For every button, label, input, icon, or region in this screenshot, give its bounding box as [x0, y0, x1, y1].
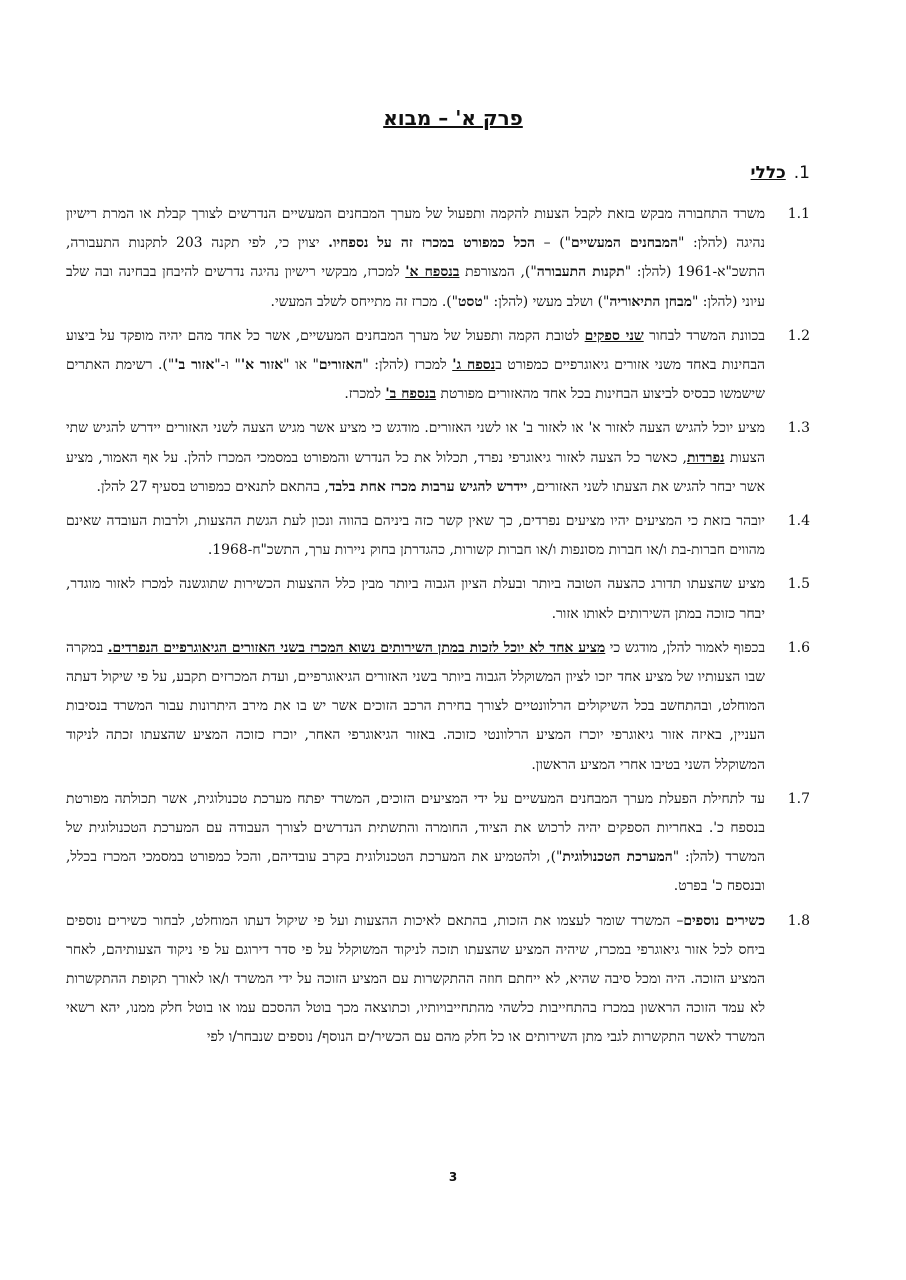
clause-1-4 [66, 507, 810, 565]
clause-text [66, 570, 765, 628]
clauses-list [66, 200, 810, 1058]
clause-emphasis: אזור א' [240, 357, 284, 374]
clause-text-run: לטובת הקמה ותפעול של מערך המבחנים המעשיים, אשר כל אחד מהם יהיה מופקד על ביצוע הבחינות באחד משני אזורים גיאוגרפיים כמפורט ב [66, 327, 766, 374]
clause-text [66, 200, 765, 317]
clause-number: 1.6 [787, 639, 810, 656]
clause-text-run: למכרז, מבקשי רישיון נהיגה נדרשים להיבחן בבחינה ובה שלב עיוני (להלן: " [66, 264, 765, 310]
clause-emphasis: נפרדות [686, 449, 725, 466]
clause-text-run: בכפוף לאמור להלן, מודגש כי [605, 639, 766, 656]
clause-text [66, 507, 765, 565]
clause-1-2 [66, 322, 810, 410]
clause-text [66, 322, 765, 410]
clause-1-8 [66, 907, 810, 1053]
clause-1-1 [66, 200, 810, 317]
section-heading-text: כללי [750, 163, 786, 183]
clause-text-run: יובהר בזאת כי המציעים יהיו מציעים נפרדים, כך שאין קשר כזה ביניהם בהווה ונכון לעת הגשת ההצעות, ולרבות העובדה שאינם מהווים חברות-בת ו/או חברות מסונפות ו/או חברות קשורות, כהגדרתן בחוק ניירות ערך, התשכ"ח-1968. [66, 513, 765, 559]
clause-number: 1.3 [787, 420, 810, 437]
clause-text-run: למכרז. [344, 386, 386, 403]
clause-emphasis: נספח ג' [452, 357, 496, 374]
clause-1-6 [66, 634, 810, 780]
clause-emphasis: מציע אחד לא יוכל לזכות במתן השירותים נשוא המכרז בשני האזורים הגיאוגרפיים הנפרדים. [107, 639, 606, 656]
clause-emphasis: האזורים [318, 357, 363, 374]
clause-number: 1.1 [787, 206, 810, 222]
clause-text-run: "). רשימת האתרים שישמשו כבסיס לביצוע הבחינות בכל אחד מהאזורים מפורטת [66, 357, 765, 403]
section-heading [751, 163, 810, 183]
page-number: 3 [448, 1170, 458, 1184]
clause-text [66, 785, 765, 902]
clause-number: 1.2 [787, 327, 810, 344]
clause-text-run: ") ושלב מעשי (להלן: " [482, 293, 610, 310]
clause-text [66, 414, 765, 502]
chapter-title: פרק א' – מבוא [383, 106, 523, 130]
clause-emphasis: המערכת הטכנולוגית [562, 849, 673, 866]
clause-emphasis: כשירים נוספים [683, 912, 766, 929]
clause-text-run: "). מכרז זה מתייחס לשלב המעשי. [270, 293, 459, 310]
clause-text-run: יצוין כי, לפי תקנה 203 לתקנות התעבורה, התשכ"א-1961 (להלן: " [66, 235, 765, 281]
clause-1-3 [66, 414, 810, 502]
clause-text-run: , כאשר כל הצעה לאזור גיאוגרפי נפרד, תכלול את כל הנדרש והמפורט במסמכי המכרז להלן. על אף האמור, מציע אשר יבחר להגיש את הצעתו לשני האזורים, [66, 449, 765, 495]
clause-text-run: משרד התחבורה מבקש בזאת לקבל הצעות להקמה ותפעול של מערך המבחנים המעשיים הנדרשים לצורך קבלת או המרת רישיון נהיגה (להלן: " [66, 206, 765, 252]
clause-emphasis: אזור ב' [174, 357, 215, 374]
clause-text-run: למכרז (להלן: " [362, 357, 453, 374]
clause-number: 1.7 [787, 790, 810, 807]
clause-emphasis: יידרש להגיש ערבות מכרז אחת בלבד [328, 478, 528, 495]
clause-emphasis: המבחנים המעשיים [571, 235, 678, 252]
clause-emphasis: טסט [458, 293, 483, 310]
clause-1-5 [66, 570, 810, 628]
clause-text-run: , בהתאם לתנאים כמפורט בסעיף 27 להלן. [96, 478, 329, 495]
clause-text [66, 907, 765, 1053]
clause-text-run: "), ולהטמיע את המערכת הטכנולוגית בקרב עובדיהם, והכל כמפורט במסמכי המכרז בכלל, ובנספח כ' בפרט. [66, 849, 765, 895]
clause-number: 1.8 [787, 912, 810, 929]
clause-text-run: "), המצורפת [459, 264, 537, 281]
clause-emphasis: שני ספקים [584, 327, 644, 344]
clause-text-run: " או " [283, 357, 319, 374]
clause-text-run: עד לתחילת הפעלת מערך המבחנים המעשיים על ידי המציעים הזוכים, המשרד יפתח מערכת טכנולוגית, אשר תכולתה מפורטת בנספח כ'. באחריות הספקים יהיה לרכוש את הציוד, החומרה והתשתית הנדרשים לצורך העבודה עם המערכת הטכנולוגית של המשרד (להלן: " [66, 790, 765, 866]
clause-text-run: מציע שהצעתו תדורג כהצעה הטובה ביותר ובעלת הציון הגבוה ביותר מבין כלל ההצעות הכשירות שתוגשנה למכרז לאזור מוגדר, יבחר כזוכה במתן השירותים לאותו אזור. [66, 576, 765, 622]
clause-text-run: בכוונת המשרד לבחור [643, 327, 765, 344]
clause-text [66, 634, 765, 780]
clause-emphasis: הכל כמפורט במכרז זה על נספחיו. [328, 235, 535, 252]
clause-text-run: מציע יוכל להגיש הצעה לאזור א' או לאזור ב' או לשני האזורים. מודגש כי מציע אשר מגיש הצעה לשני האזורים יידרש להגיש שתי הצעות [66, 420, 765, 466]
clause-1-7 [66, 785, 810, 902]
clause-emphasis: מבחן התיאוריה [609, 293, 692, 310]
clause-emphasis: בנספח ב' [385, 386, 437, 403]
clause-number: 1.4 [787, 513, 810, 530]
clause-text-run: במקרה שבו הצעותיו של מציע אחד יזכו לציון המשוקלל הגבוה ביותר בשני האזורים הגיאוגרפיים, ועדת המכרזים תקבע, על פי שיקול דעתה המוחלט, ובהתחשב בכל השיקולים הרלוונטיים לצורך בחירת הרכב הזוכים אשר יש בו את מירב היתרונות עבור המשרד בנסיבות העניין, באיזה אזור גיאוגרפי יוכרז המציע הרלוונטי כזוכה. באזור הגיאוגרפי האחר, יוכרז כזוכה המציע שהצעתו זכתה לניקוד המשוקלל השני בטיבו אחרי המציע הראשון. [66, 639, 765, 773]
clause-text-run: " ו-" [214, 357, 241, 374]
clause-text-run: ") – [534, 235, 572, 252]
clause-text-run: – המשרד שומר לעצמו את הזכות, בהתאם לאיכות ההצעות ועל פי שיקול דעתו המוחלט, לבחור כשירים נוספים ביחס לכל אזור גיאוגרפי במכרז, שיהיה המציע שהצעתו תזכה לניקוד המשוקלל על פי סדר דירוגם על פי ניקוד הצעותיהם, לאחר המציע הזוכה. היה ומכל סיבה שהיא, לא ייחתם חוזה ההתקשרות עם המציע הזוכה על ידי המשרד ו/או לאורך תקופת ההתקשרות לא עמד הזוכה הראשון במכרז בהתחייבות כלשהי מהתחייבויותיו, וכתוצאה מכך בוטל ההסכם עמו או בוטל חלק ממנו, יהא רשאי המשרד לאשר התקשרות לגבי מתן השירותים או כל חלק מהם עם הכשיר/ים הנוסף/ נוספים שנבחר/ו לפי [66, 912, 765, 1046]
clause-emphasis: תקנות התעבורה [536, 264, 625, 281]
clause-number: 1.5 [787, 576, 810, 593]
section-number: 1. [793, 163, 810, 183]
clause-emphasis: בנספח א' [405, 264, 460, 281]
